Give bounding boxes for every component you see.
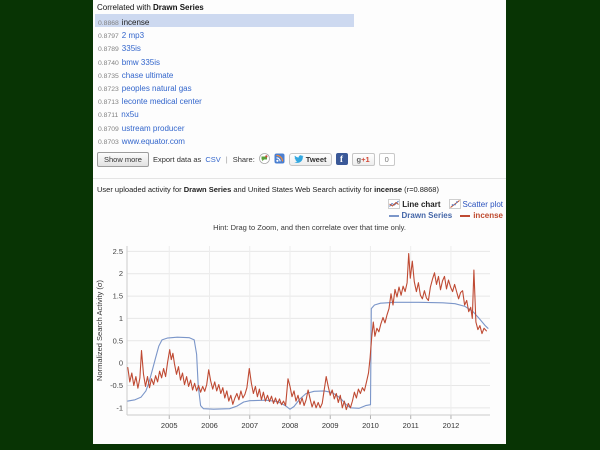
correlate-page [93,0,506,444]
result-row[interactable] [95,67,354,80]
result-row[interactable] [95,120,354,133]
share-label: Share: [232,154,255,164]
result-term-link[interactable]: peoples natural gas [121,83,192,93]
subtitle-term: incense [374,185,403,194]
result-row[interactable] [95,27,354,40]
correlation-value: 0.8868 [98,20,119,27]
correlation-value: 0.8797 [98,33,119,41]
result-row[interactable] [95,14,354,27]
plus-one-count-badge: 0 [379,153,395,166]
y-tick-label: 0.5 [112,336,123,346]
toolbar-separator: | [225,154,228,164]
legend-label-incense: incense [473,211,503,220]
plus-one-label: +1 [361,154,370,164]
chart-legend [389,211,504,220]
result-term-link[interactable]: 335is [121,44,141,54]
y-tick-label: -0.5 [110,380,123,390]
chart-type-selector [388,199,503,209]
correlation-value: 0.8709 [98,125,119,133]
legend-item-incense [460,211,503,220]
x-tick-label: 2009 [321,421,339,430]
line-chart-label: Line chart [402,199,441,209]
x-tick-label: 2006 [201,421,218,430]
result-term-link[interactable]: incense [121,18,150,27]
plus-one-button[interactable] [352,153,375,166]
correlation-value: 0.8723 [98,85,119,93]
result-term-link[interactable]: 2 mp3 [121,31,145,41]
legend-item-drawn-series [389,211,453,220]
correlation-chart[interactable] [93,236,506,445]
line-chart-icon [388,199,400,209]
x-tick-label: 2012 [442,421,460,430]
subtitle-drawn-series: Drawn Series [183,185,232,194]
y-tick-label: 2 [118,269,123,279]
twitter-bird-icon [294,155,304,163]
drag-to-zoom-hint: Hint: Drag to Zoom, and then correlate over that time only. [213,223,406,232]
results-toolbar [97,151,395,167]
results-list [95,14,365,146]
result-term-link[interactable]: ustream producer [121,123,185,133]
y-tick-label: -1 [116,403,123,413]
scatter-plot-label: Scatter plot [462,199,503,209]
correlation-value: 0.8740 [98,59,119,67]
tweet-label: Tweet [305,154,327,164]
x-tick-label: 2008 [281,421,299,430]
correlation-value: 0.8789 [98,46,119,54]
results-header [97,3,204,12]
subtitle-rvalue: (r=0.8868) [402,185,439,194]
result-term-link[interactable]: www.equator.com [121,136,185,146]
y-tick-label: 1.5 [112,291,123,301]
result-row[interactable] [95,93,354,106]
show-more-button[interactable]: Show more [97,152,149,167]
buzz-icon[interactable] [259,153,270,166]
x-tick-label: 2005 [160,421,178,430]
line-chart-tab[interactable] [388,199,440,209]
y-tick-label: 1 [118,313,123,323]
subtitle-part: and United States Web Search activity for [231,185,375,194]
legend-label-drawn-series: Drawn Series [401,211,453,220]
facebook-icon[interactable]: f [336,153,348,165]
tweet-button[interactable] [289,153,332,166]
results-header-prefix: Correlated with [97,3,154,12]
chart-section [93,178,506,445]
result-row[interactable] [95,106,354,119]
legend-swatch-red [460,215,470,217]
x-tick-label: 2010 [362,421,379,430]
scatter-plot-icon [449,199,461,209]
scatter-plot-link[interactable] [449,199,503,209]
y-tick-label: 2.5 [112,246,123,256]
results-header-term: Drawn Series [153,3,204,12]
result-row[interactable] [95,133,354,146]
series-incense [128,254,487,410]
correlation-value: 0.8703 [98,138,119,146]
correlation-value: 0.8735 [98,72,119,80]
result-term-link[interactable]: nx5u [121,110,139,120]
result-row[interactable] [95,40,354,53]
y-axis-title: Normalized Search Activity (σ) [95,280,104,381]
result-row[interactable] [95,54,354,67]
correlation-value: 0.8711 [98,112,119,120]
result-term-link[interactable]: leconte medical center [121,97,202,107]
export-csv-link[interactable]: CSV [205,154,221,164]
subtitle-part: User uploaded activity for [97,185,184,194]
correlation-value: 0.8713 [98,99,119,107]
export-label: Export data as [152,154,202,164]
result-row[interactable] [95,80,354,93]
result-term-link[interactable]: bmw 335is [121,57,161,67]
result-term-link[interactable]: chase ultimate [121,70,174,80]
y-tick-label: 0 [118,358,123,368]
plus-one-g: g [356,154,362,164]
x-tick-label: 2011 [402,421,419,430]
reader-icon[interactable] [274,153,285,166]
x-tick-label: 2007 [241,421,259,430]
legend-swatch-blue [389,215,399,217]
chart-subtitle [97,185,502,194]
